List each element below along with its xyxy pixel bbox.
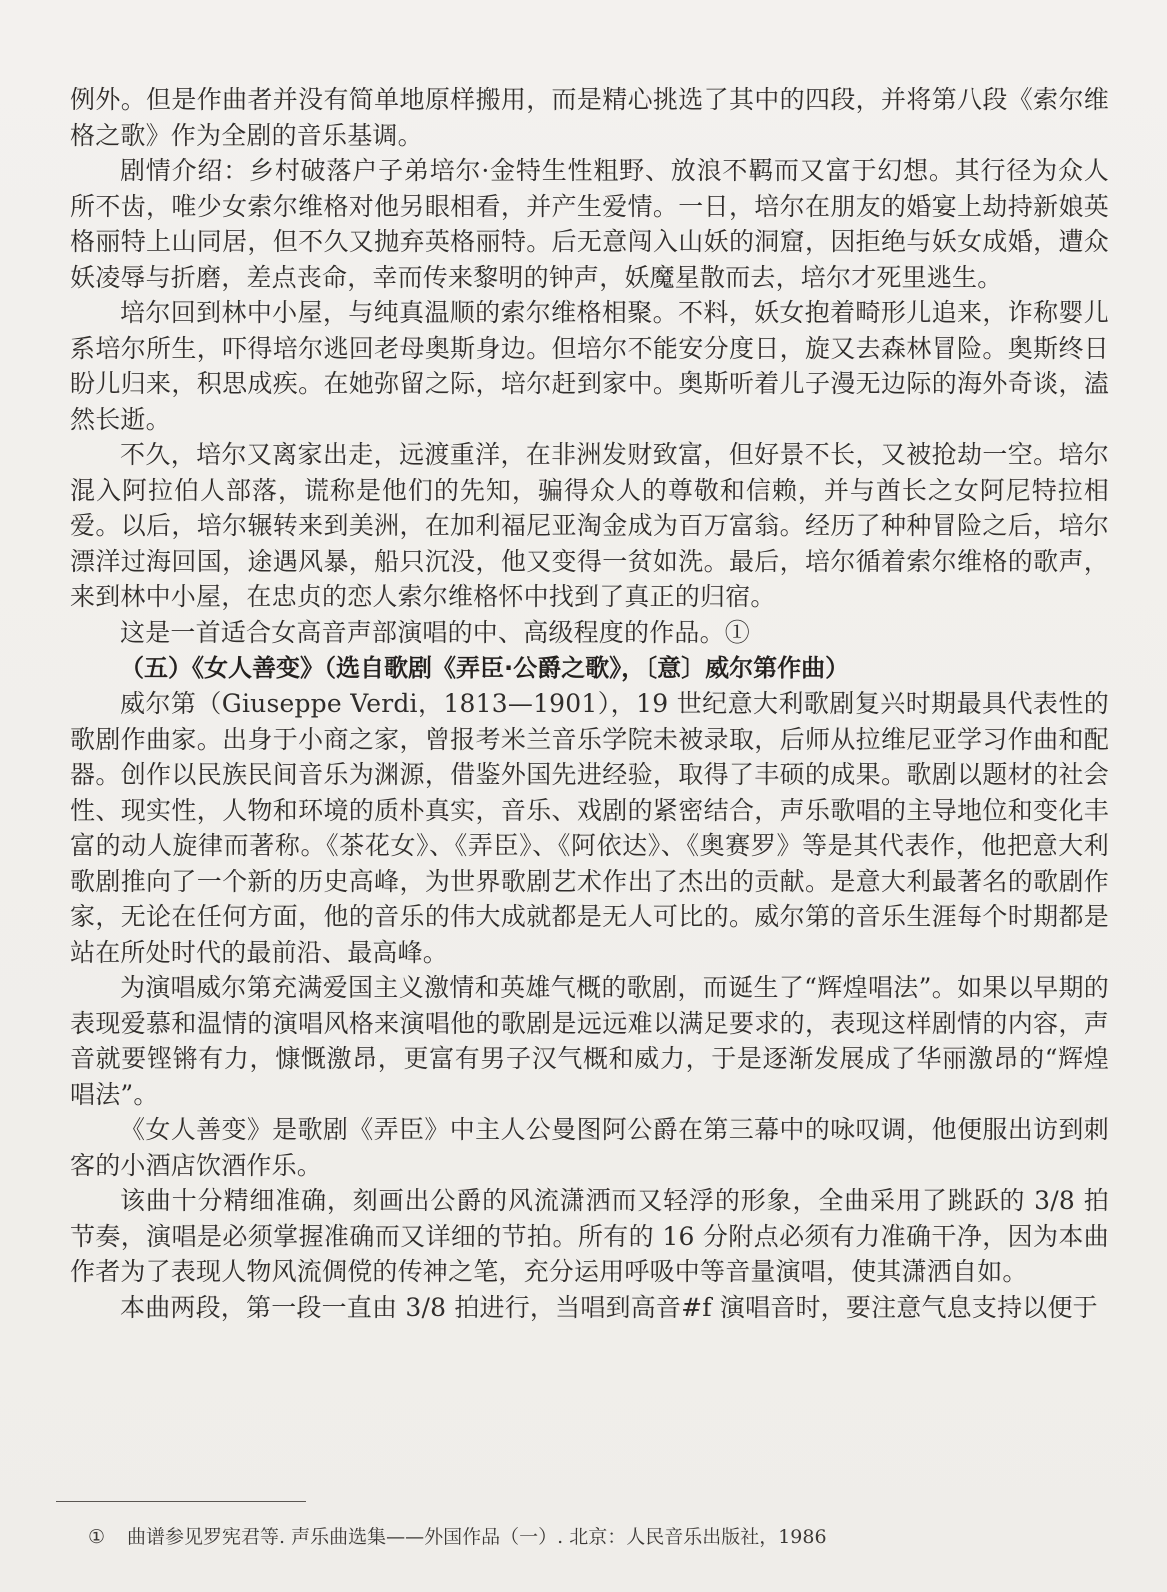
paragraph-difficulty: 这是一首适合女高音声部演唱的中、高级程度的作品。① — [120, 617, 751, 647]
paragraph-plot-cabin: 培尔回到林中小屋，与纯真温顺的索尔维格相聚。不料，妖女抱着畸形儿追来，诈称婴儿系培尔所生，吓得培尔逃回老母奥斯身边。但培尔不能安分度日，旋又去森林冒险。奥斯终日盼儿归来，积思成疾。在她弥留之际，培尔赶到家中。奥斯听着儿子漫无边际的海外奇谈，溘然长逝。 — [70, 298, 1109, 434]
footnote-divider — [56, 1501, 306, 1502]
footnote-mark: ① — [88, 1526, 106, 1548]
paragraph-verdi-bio: 威尔第（Giuseppe Verdi，1813—1901），19 世纪意大利歌剧复兴时期最具代表性的歌剧作曲家。出身于小商之家，曾报考米兰音乐学院未被录取，后师从拉维尼亚学习作曲和配器。创作以民族民间音乐为渊源，借鉴外国先进经验，取得了丰硕的成果。歌剧以题材的社会性、现实性，人物和环境的质朴真实，音乐、戏剧的紧密结合，声乐歌唱的主导地位和变化丰富的动人旋律而著称。《茶花女》、《弄臣》、《阿依达》、《奥赛罗》等是其代表作，他把意大利歌剧推向了一个新的历史高峰，为世界歌剧艺术作出了杰出的贡献。是意大利最著名的歌剧作家，无论在任何方面，他的音乐的伟大成就都是无人可比的。威尔第的音乐生涯每个时期都是站在所处时代的最前沿、最高峰。 — [70, 689, 1109, 967]
paragraph-continued: 例外。但是作曲者并没有简单地原样搬用，而是精心挑选了其中的四段，并将第八段《索尔维格之歌》作为全剧的音乐基调。 — [70, 85, 1109, 150]
footnote-text: 曲谱参见罗宪君等. 声乐曲选集——外国作品（一）. 北京：人民音乐出版社，1986 — [127, 1526, 827, 1548]
paragraph-plot-intro: 剧情介绍：乡村破落户子弟培尔·金特生性粗野、放浪不羁而又富于幻想。其行径为众人所不齿，唯少女索尔维格对他另眼相看，并产生爱情。一日，培尔在朋友的婚宴上劫持新娘英格丽特上山同居，但不久又抛弃英格丽特。后无意闯入山妖的洞窟，因拒绝与妖女成婚，遭众妖凌辱与折磨，差点丧命，幸而传来黎明的钟声，妖魔星散而去，培尔才死里逃生。 — [70, 156, 1109, 292]
paragraph-aria-context: 《女人善变》是歌剧《弄臣》中主人公曼图阿公爵在第三幕中的咏叹调，他便服出访到刺客的小酒店饮酒作乐。 — [70, 1115, 1109, 1180]
paragraph-structure: 本曲两段，第一段一直由 3/8 拍进行，当唱到高音#f 演唱音时，要注意气息支持以便于 — [120, 1292, 1098, 1322]
paragraph-plot-journey: 不久，培尔又离家出走，远渡重洋，在非洲发财致富，但好景不长，又被抢劫一空。培尔混入阿拉伯人部落，谎称是他们的先知，骗得众人的尊敬和信赖，并与酋长之女阿尼特拉相爱。以后，培尔辗转来到美洲，在加利福尼亚淘金成为百万富翁。经历了种种冒险之后，培尔漂洋过海回国，途遇风暴，船只沉没，他又变得一贫如洗。最后，培尔循着索尔维格的歌声，来到林中小屋，在忠贞的恋人索尔维格怀中找到了真正的归宿。 — [70, 440, 1109, 611]
section-heading: （五）《女人善变》（选自歌剧《弄臣·公爵之歌》，〔意〕威尔第作曲） — [120, 654, 850, 682]
paragraph-brilliant-singing: 为演唱威尔第充满爱国主义激情和英雄气概的歌剧，而诞生了“辉煌唱法”。如果以早期的表现爱慕和温情的演唱风格来演唱他的歌剧是远远难以满足要求的，表现这样剧情的内容，声音就要铿锵有力，慷慨激昂，更富有男子汉气概和威力，于是逐渐发展成了华丽激昂的“辉煌唱法”。 — [70, 973, 1109, 1109]
paragraph-performance-notes: 该曲十分精细准确，刻画出公爵的风流潇洒而又轻浮的形象，全曲采用了跳跃的 3/8 拍节奏，演唱是必须掌握准确而又详细的节拍。所有的 16 分附点必须有力准确干净，因为本曲作者为了表现人物风流倜傥的传神之笔，充分运用呼吸中等音量演唱，使其潇洒自如。 — [70, 1186, 1109, 1286]
footnote — [88, 1524, 827, 1550]
